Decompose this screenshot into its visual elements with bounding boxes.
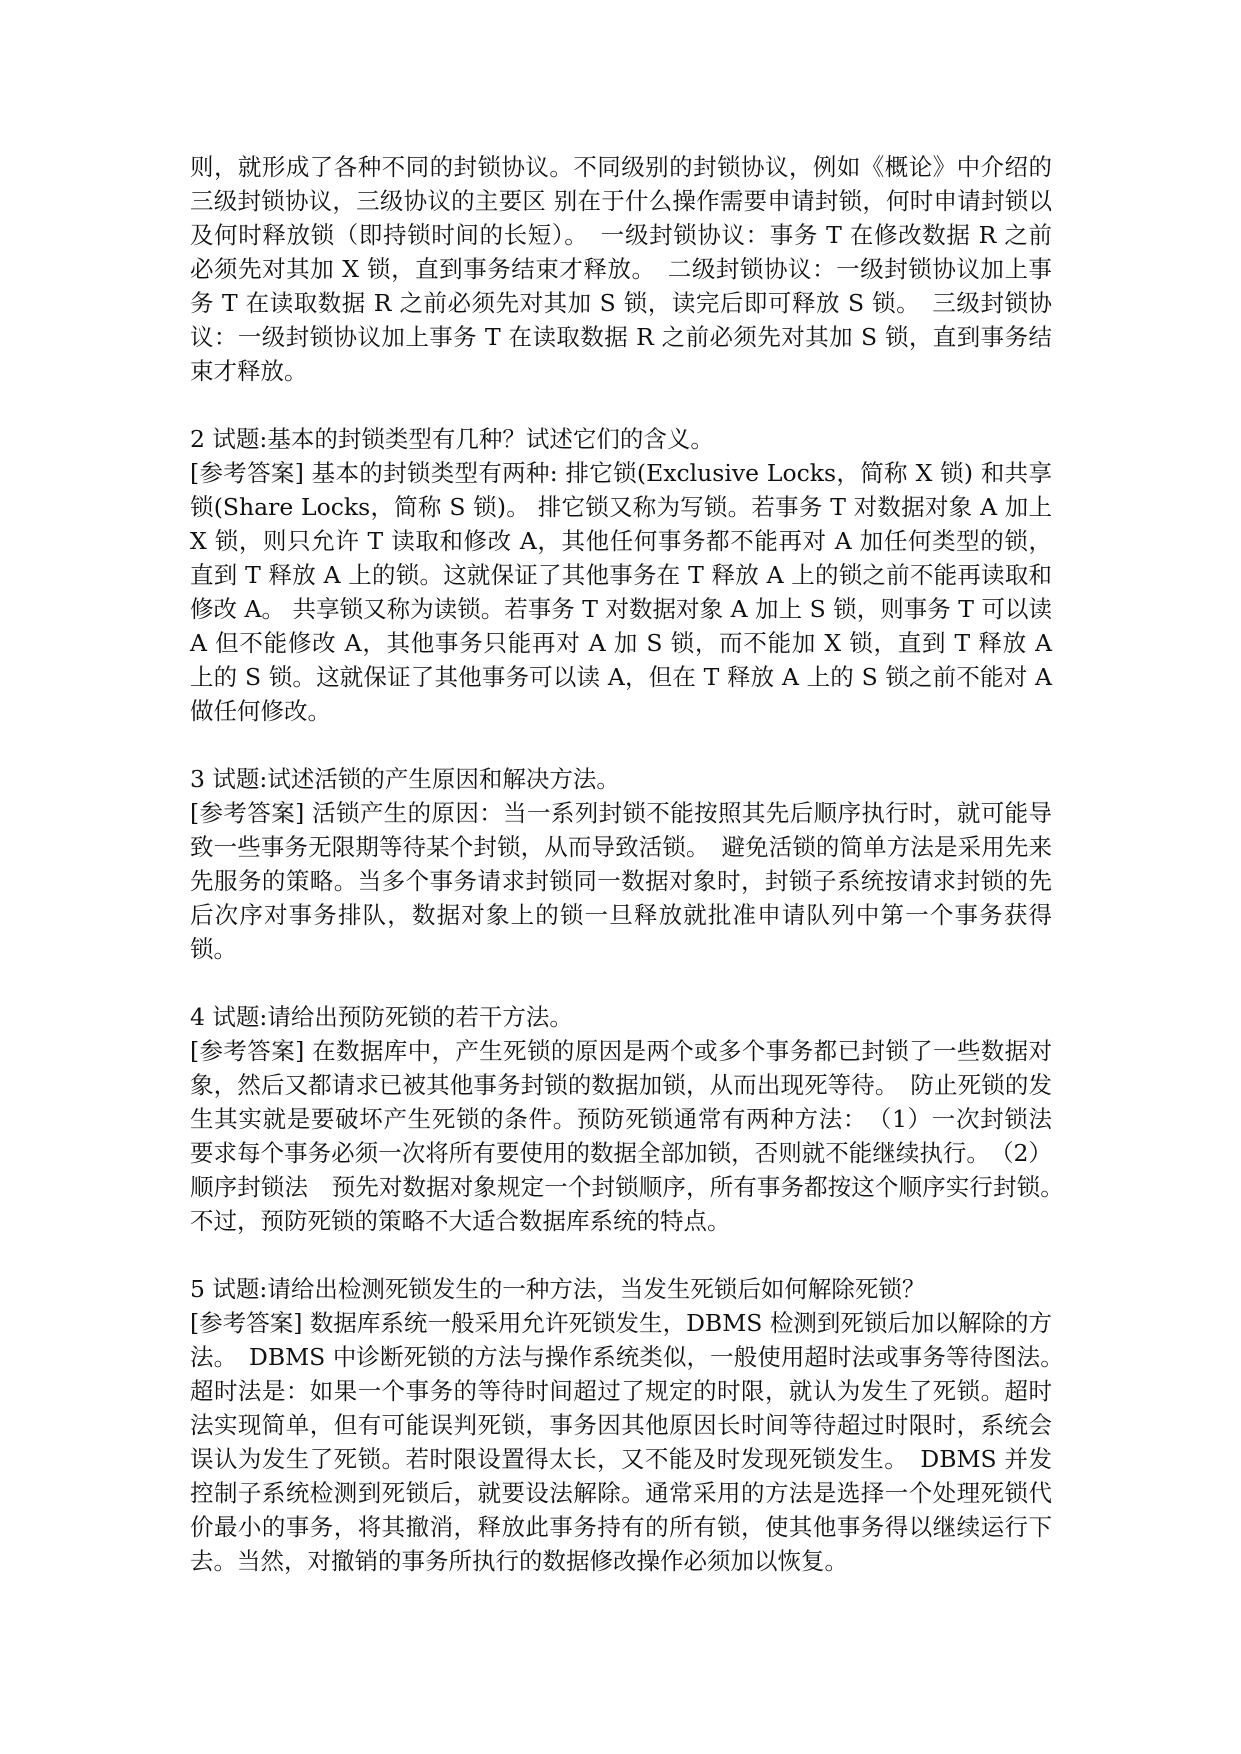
question-text: 4 试题:请给出预防死锁的若干方法。 — [190, 1003, 573, 1031]
intro-paragraph: 则，就形成了各种不同的封锁协议。不同级别的封锁协议，例如《概论》中介绍的三级封锁协议，三级协议的主要区 别在于什么操作需要申请封锁，何时申请封锁以及何时释放锁（即持锁时间的长短）。 一级封锁协议：事务 T 在修改数据 R 之前必须先对其加 X 锁，直到事务结束才释放。 二级封锁协议：一级封锁协议加上事务 T 在读取数据 R 之前必须先对其加 S 锁，读完后即可释放 S 锁。 三级封锁协议：一级封锁协议加上事务 T 在读取数据 R 之前必须先对其加 S 锁，直到事务结束才释放。 — [190, 153, 1052, 385]
document-page — [190, 150, 1076, 1578]
qa-block-5 — [190, 1272, 1076, 1578]
answer-text: [参考答案] 活锁产生的原因：当一系列封锁不能按照其先后顺序执行时，就可能导致一些事务无限期等待某个封锁，从而导致活锁。 避免活锁的简单方法是采用先来先服务的策略。当多个事务请求封锁同一数据对象时，封锁子系统按请求封锁的先后次序对事务排队，数据对象上的锁一旦释放就批准申请队列中第一个事务获得锁。 — [190, 799, 1052, 963]
answer-text: [参考答案] 在数据库中，产生死锁的原因是两个或多个事务都已封锁了一些数据对象，然后又都请求已被其他事务封锁的数据加锁，从而出现死等待。 防止死锁的发生其实就是要破坏产生死锁的条件。预防死锁通常有两种方法： （1）一次封锁法 要求每个事务必须一次将所有要使用的数据全部加锁，否则就不能继续执行。 （2）顺序封锁法 预先对数据对象规定一个封锁顺序，所有事务都按这个顺序实行封锁。 不过，预防死锁的策略不大适合数据库系统的特点。 — [190, 1037, 1076, 1235]
qa-block-3 — [190, 762, 1052, 966]
qa-block-4 — [190, 1000, 1076, 1238]
question-text: 5 试题:请给出检测死锁发生的一种方法，当发生死锁后如何解除死锁？ — [190, 1275, 926, 1303]
question-text: 3 试题:试述活锁的产生原因和解决方法。 — [190, 765, 620, 793]
qa-block-2 — [190, 422, 1060, 728]
question-text: 2 试题:基本的封锁类型有几种？试述它们的含义。 — [190, 425, 714, 453]
answer-text: [参考答案] 数据库系统一般采用允许死锁发生，DBMS 检测到死锁后加以解除的方法。 DBMS 中诊断死锁的方法与操作系统类似，一般使用超时法或事务等待图法。 超时法是：如果一个事务的等待时间超过了规定的时限，就认为发生了死锁。超时法实现简单，但有可能误判死锁，事务因其他原因长时间等待超过时限时，系统会误认为发生了死锁。若时限设置得太长，又不能及时发现死锁发生。 DBMS 并发控制子系统检测到死锁后，就要设法解除。通常采用的方法是选择一个处理死锁代价最小的事务，将其撤消，释放此事务持有的所有锁，使其他事务得以继续运行下去。当然，对撤销的事务所执行的数据修改操作必须加以恢复。 — [190, 1309, 1076, 1575]
answer-text: [参考答案] 基本的封锁类型有两种: 排它锁(Exclusive Locks，简称 X 锁) 和共享锁(Share Locks，简称 S 锁)。 排它锁又称为写锁。若事务 T 对数据对象 A 加上 X 锁，则只允许 T 读取和修改 A，其他任何事务都不能再对 A 加任何类型的锁，直到 T 释放 A 上的锁。这就保证了其他事务在 T 释放 A 上的锁之前不能再读取和修改 A。 共享锁又称为读锁。若事务 T 对数据对象 A 加上 S 锁，则事务 T 可以读 A 但不能修改 A，其他事务只能再对 A 加 S 锁，而不能加 X 锁，直到 T 释放 A 上的 S 锁。这就保证了其他事务可以读 A，但在 T 释放 A 上的 S 锁之前不能对 A 做任何修改。 — [190, 459, 1060, 725]
